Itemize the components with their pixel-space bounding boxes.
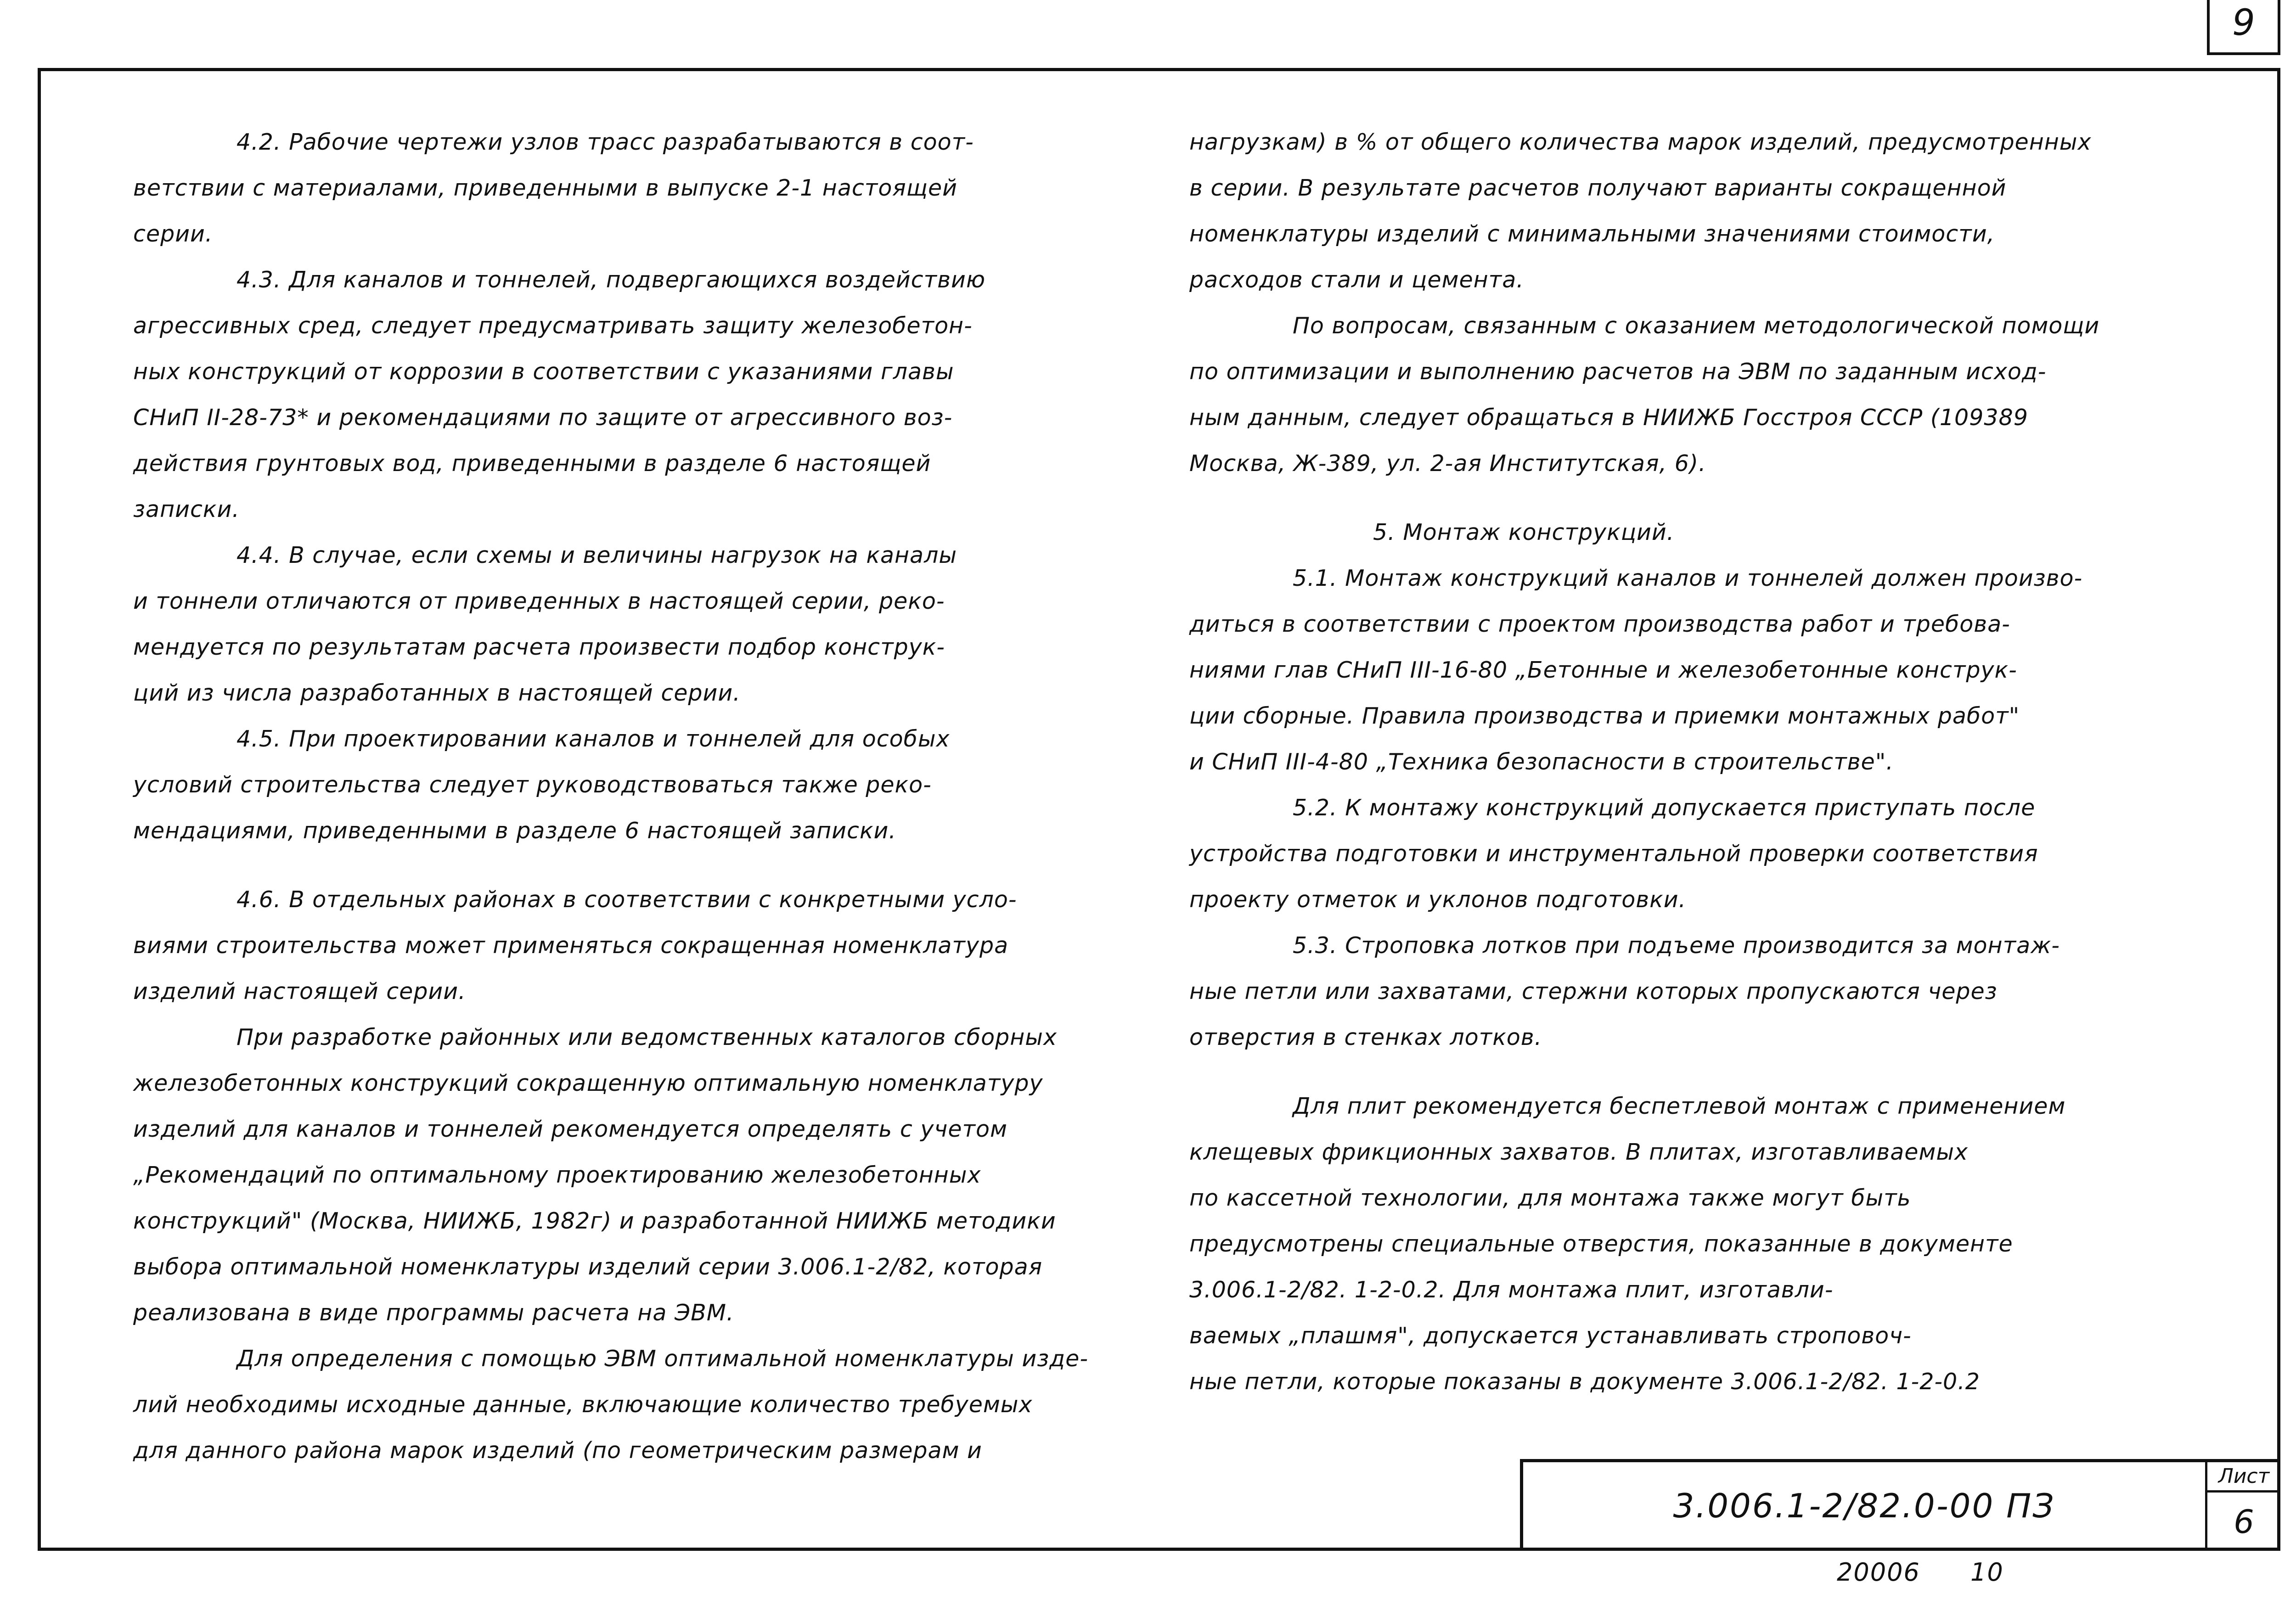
text-line: 3.006.1-2/82. 1-2-0.2. Для монтажа плит, изготавли- (1189, 1277, 1834, 1303)
text-line: ции сборные. Правила производства и приемки монтажных работ" (1189, 703, 2020, 729)
text-line: выбора оптимальной номенклатуры изделий серии 3.006.1-2/82, которая (133, 1254, 1043, 1280)
text-line: Для определения с помощью ЭВМ оптимальной номенклатуры изде- (236, 1346, 1089, 1372)
paragraph-gap (1189, 487, 2181, 510)
text-line: реализована в виде программы расчета на ЭВМ. (133, 1300, 734, 1326)
text-line: железобетонных конструкций сокращенную оптимальную номенклатуру (133, 1070, 1043, 1096)
order-number: 20006 (1837, 1558, 1920, 1587)
text-line: мендуется по результатам расчета произвести подбор конструк- (133, 634, 945, 660)
text-line: 4.6. В отдельных районах в соответствии с конкретными усло- (236, 887, 1017, 913)
text-line: расходов стали и цемента. (1189, 267, 1524, 293)
text-line: 5.3. Строповка лотков при подъеме производится за монтаж- (1293, 932, 2060, 959)
text-line: для данного района марок изделий (по геометрическим размерам и (133, 1437, 982, 1464)
text-line: конструкций" (Москва, НИИЖБ, 1982г) и разработанной НИИЖБ методики (133, 1208, 1056, 1234)
text-line: 5.2. К монтажу конструкций допускается приступать после (1293, 795, 2036, 821)
sheet-number-cell (2205, 1459, 2280, 1551)
text-line: и тоннели отличаются от приведенных в настоящей серии, реко- (133, 588, 945, 614)
text-line: клещевых фрикционных захватов. В плитах, изготавливаемых (1189, 1139, 1969, 1165)
paragraph-gap (1189, 1061, 2181, 1083)
text-line: ваемых „плашмя", допускается устанавливать строповоч- (1189, 1323, 1912, 1349)
text-line: 5. Монтаж конструкций. (1373, 519, 1675, 545)
text-line: изделий настоящей серии. (133, 978, 466, 1005)
text-line: мендациями, приведенными в разделе 6 настоящей записки. (133, 818, 896, 844)
text-line: ных конструкций от коррозии в соответствии с указаниями главы (133, 359, 954, 385)
text-line: ные петли или захватами, стержни которых пропускаются через (1189, 978, 1998, 1005)
left-text-column (133, 119, 1111, 1474)
text-line: агрессивных сред, следует предусматривать защиту железобетон- (133, 313, 973, 339)
text-line: по кассетной технологии, для монтажа также могут быть (1189, 1185, 1911, 1211)
sheet-label: Лист (2207, 1462, 2280, 1493)
text-line: виями строительства может применяться сокращенная номенклатура (133, 932, 1009, 959)
text-line: отверстия в стенках лотков. (1189, 1024, 1542, 1050)
text-line: записки. (133, 496, 240, 522)
text-line: проекту отметок и уклонов подготовки. (1189, 887, 1687, 913)
text-line: предусмотрены специальные отверстия, показанные в документе (1189, 1231, 2013, 1257)
title-block-designation: 3.006.1-2/82.0-00 ПЗ (1520, 1459, 2205, 1551)
text-line: 4.3. Для каналов и тоннелей, подвергающихся воздействию (236, 267, 986, 293)
footer-numbers (1837, 1554, 2004, 1591)
text-line: номенклатуры изделий с минимальными значениями стоимости, (1189, 221, 1995, 247)
text-line: ниями глав СНиП III-16-80 „Бетонные и железобетонные конструк- (1189, 657, 2017, 683)
text-line: изделий для каналов и тоннелей рекомендуется определять с учетом (133, 1116, 1007, 1142)
text-line: ветствии с материалами, приведенными в выпуске 2-1 настоящей (133, 175, 957, 201)
sheet-number: 6 (2234, 1503, 2254, 1541)
text-line: и СНиП III-4-80 „Техника безопасности в строительстве". (1189, 749, 1894, 775)
text-line: ций из числа разработанных в настоящей серии. (133, 680, 741, 706)
text-line: ным данным, следует обращаться в НИИЖБ Госстроя СССР (109389 (1189, 404, 2028, 431)
text-line: условий строительства следует руководствоваться также реко- (133, 772, 932, 798)
text-line: По вопросам, связанным с оказанием методологической помощи (1293, 313, 2100, 339)
paragraph-gap (133, 854, 1111, 877)
text-line: лий необходимы исходные данные, включающие количество требуемых (133, 1392, 1033, 1418)
text-line: При разработке районных или ведомственных каталогов сборных (236, 1024, 1057, 1050)
text-line: „Рекомендаций по оптимальному проектированию железобетонных (133, 1162, 981, 1188)
text-line: СНиП II-28-73* и рекомендациями по защите от агрессивного воз- (133, 404, 953, 431)
text-line: Для плит рекомендуется беспетлевой монтаж с применением (1293, 1093, 2066, 1119)
page-corner-number: 9 (2207, 0, 2280, 55)
text-line: 5.1. Монтаж конструкций каналов и тоннелей должен произво- (1293, 565, 2083, 591)
text-line: серии. (133, 221, 213, 247)
text-line: 4.2. Рабочие чертежи узлов трасс разрабатываются в соот- (236, 129, 974, 155)
text-line: диться в соответствии с проектом производства работ и требова- (1189, 611, 2010, 637)
copy-number: 10 (1970, 1558, 2004, 1587)
text-line: 4.4. В случае, если схемы и величины нагрузок на каналы (236, 542, 957, 568)
text-line: нагрузкам) в % от общего количества марок изделий, предусмотренных (1189, 129, 2092, 155)
right-text-column (1189, 119, 2181, 1405)
text-line: действия грунтовых вод, приведенными в разделе 6 настоящей (133, 450, 931, 477)
text-line: по оптимизации и выполнению расчетов на ЭВМ по заданным исход- (1189, 359, 2047, 385)
text-line: ные петли, которые показаны в документе 3.006.1-2/82. 1-2-0.2 (1189, 1369, 1980, 1395)
text-line: 4.5. При проектировании каналов и тоннелей для особых (236, 726, 950, 752)
text-line: в серии. В результате расчетов получают варианты сокращенной (1189, 175, 2007, 201)
text-line: устройства подготовки и инструментальной проверки соответствия (1189, 841, 2038, 867)
text-line: Москва, Ж-389, ул. 2-ая Институтская, 6). (1189, 450, 1706, 477)
